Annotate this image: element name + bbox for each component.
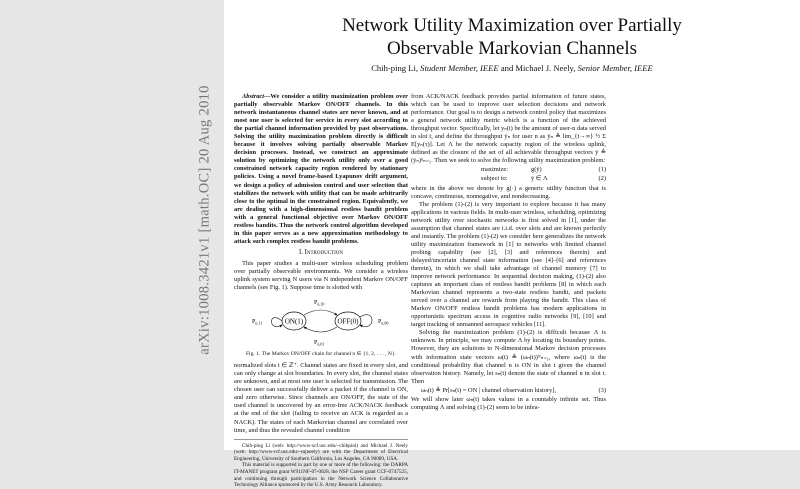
intro-paragraph-1: This paper studies a multi-user wireless scheduling problem over partially observable environments. We consider a wireless uplink system serving N users via N independent Markov ON/OFF channels (see Fig. 1). Suppose time is slotted with [234, 259, 408, 292]
eq3-rhs: ωₙ(t) ≜ Pr[sₙ(t) = ON | channel observation history], [421, 386, 557, 394]
self-loop-off [360, 315, 372, 327]
paper-page [224, 0, 800, 489]
state-on-label: ON(1) [284, 317, 304, 326]
p-on-off-label: $P_{n,10}$ [314, 300, 325, 307]
footnote-2: This material is supported in part by one or more of the following: the DARPA IT-MANET program grant W911NF-07-0028, the NSF Career grant CCF-0747525, and continuing through participation in the Network Science Collaborative Technology Alliance sponsored by the U.S. Army Research Laboratory. [234, 462, 408, 489]
figure-markov-chain [234, 295, 408, 347]
title-line-1: Network Utility Maximization over Partially [342, 15, 682, 36]
title-line-2: Observable Markovian Channels [386, 38, 638, 59]
eq1-number: (1) [598, 166, 606, 174]
equation-2 [411, 175, 606, 183]
arrow-off-to-on [304, 327, 337, 332]
abstract-lead: Abstract [242, 93, 265, 100]
eq3-number: (3) [598, 386, 606, 394]
left-paragraph-2: normalized slots t ∈ ℤ⁺. Channel states are fixed in every slot, and can only change at slot boundaries. In every slot, the channel states are unknown, and at most one user is selected for transmission. The chosen user can successfully deliver a packet if the channel is ON, and zero otherwise. Since channels are ON/OFF, the state of the used channel is uncovered by an error-free ACK/NACK feedback at the end of the slot (failing to receive an ACK is regarded as a NACK). The states of each Markovian channel are correlated over time, and thus the revealed channel condition [234, 362, 408, 434]
p-on-on-label: $P_{n,11}$ [252, 319, 263, 326]
right-paragraph-3: The problem (1)-(2) is very important to explore because it has many applications in various fields. In multi-user wireless, scheduling, optimizing network utility over stochastic networks is first solved in [1], under the assumption that channel states are i.i.d. over slots and are known perfectly and instantly. The problem (1)-(2) we consider here generalizes the network utility maximization framework in [1] to networks with limited channel probing capability (see [2], [3] and references therein) and delayed/uncertain channel state information (see [4]–[6] and references therein), in which we shall take advantage of channel memory [7] to improve network performance. In sequential decision making, (1)-(2) also captures an important class of restless bandit problems [8] in which each Markovian channel represents a two-state restless bandit, and packets served over a channel are rewards from playing the bandit. This class of Markov ON/OFF restless bandit problems has modern applications in opportunistic spectrum access in cognitive radio networks [9], [10] and target tracking of unmanned aerospace vehicles [11]. [411, 200, 606, 329]
section-heading-introduction: I. Introduction [298, 248, 344, 256]
right-column [411, 93, 606, 412]
author-2-role: Senior Member, IEEE [577, 63, 653, 73]
footnotes [234, 439, 408, 489]
eq2-lhs: subject to: [481, 175, 508, 183]
p-off-on-label: $P_{n,01}$ [314, 340, 325, 347]
eq1-rhs: g(ȳ) [531, 166, 542, 174]
eq2-number: (2) [598, 175, 606, 183]
author-2: and Michael J. Neely, [500, 63, 576, 73]
authors [224, 63, 800, 73]
figure-caption: Fig. 1. The Markov ON/OFF chain for channel n ∈ {1, 2, . . . , N}. [245, 351, 397, 358]
footnote-1: Chih-ping Li (web: http://www-scf.usc.edu/~chihpinl) and Michael J. Neely (web: http://www-rcf.usc.edu/~mjneely) are with the Department of Electrical Engineering, University of Southern California, Los Angeles, CA 90089, USA. [234, 442, 408, 462]
eq1-lhs: maximize: [481, 166, 508, 174]
author-1-role: Student Member, IEEE [420, 63, 499, 73]
paper-title [224, 14, 800, 60]
right-paragraph-4: Solving the maximization problem (1)-(2) is difficult because Λ is unknown. In principle, we may compute Λ by locating its boundary points. However, they are solutions to N-dimensional Markov decision processes with information state vectors ω(t) ≜ (ωₙ(t))ᴺₙ₌₁, where ωₙ(t) is the conditional probability that channel n is ON in slot t given the channel observation history. Namely, let sₙ(t) denote the state of channel n in slot t. Then [411, 329, 606, 385]
abstract-text: —We consider a utility maximization problem over partially observable Markov ON/OFF channels. In this network instantaneous channel states are never known, and at most one user is selected for service in every slot according to the partial channel information provided by past observations. Solving the utility maximization problem directly is difficult because it involves solving partially observable Markov decision processes. Instead, we construct an approximate solution by optimizing the network utility only over a good constrained network capacity region rendered by stationary policies. Using a novel frame-based Lyapunov drift argument, we design a policy of admission control and user selection that stabilizes the network with utility that can be made arbitrarily close to the optimal in the constrained region. Equivalently, we are dealing with a high-dimensional restless bandit problem with a general functional objective over Markov ON/OFF restless bandits. Thus the network control algorithm developed in this paper serves as a new approximation methodology to attack such complex restless bandit problems. [234, 93, 408, 245]
arrow-on-to-off [304, 310, 337, 315]
abstract [234, 93, 408, 246]
left-column [234, 93, 408, 489]
author-1: Chih-ping Li, [371, 63, 418, 73]
p-off-off-label: $P_{n,00}$ [378, 319, 389, 326]
eq2-rhs: ȳ ∈ Λ [531, 175, 548, 183]
right-paragraph-1: from ACK/NACK feedback provides partial information of future states, which can be used to improve user selection decisions and network performance. Our goal is to design a network control policy that maximizes a general network utility metric which is a function of the achieved throughput vector. Specifically, let yₙ(t) be the amount of user-n data served in slot t, and define the throughput ȳₙ for user n as ȳₙ ≜ lim_{t→∞} ½ Σ E[yₙ(τ)]. Let Λ be the network capacity region of the wireless uplink, defined as the closure of the set of all achievable throughput vectors ȳ ≜ (ȳₙ)ⁿₙ₌₁. Then we seek to solve the following utility maximization problem: [411, 93, 606, 165]
right-paragraph-5: We will show later ωₙ(t) takes values in a countably infinite set. Thus computing Λ and solving (1)-(2) seem to be infea- [411, 395, 606, 411]
arxiv-stamp [190, 85, 220, 355]
markov-chain-diagram [234, 295, 408, 347]
right-paragraph-2: where in the above we denote by g(·) a generic utility function that is concave, continuous, nonnegative, and nondecreasing. [411, 184, 606, 200]
state-off-label: OFF(0) [337, 317, 359, 326]
equation-3 [411, 387, 606, 395]
arxiv-stamp-text: arXiv:1008.3421v1 [math.OC] 20 Aug 2010 [196, 85, 213, 355]
equation-1 [411, 166, 606, 174]
self-loop-on [272, 318, 283, 327]
